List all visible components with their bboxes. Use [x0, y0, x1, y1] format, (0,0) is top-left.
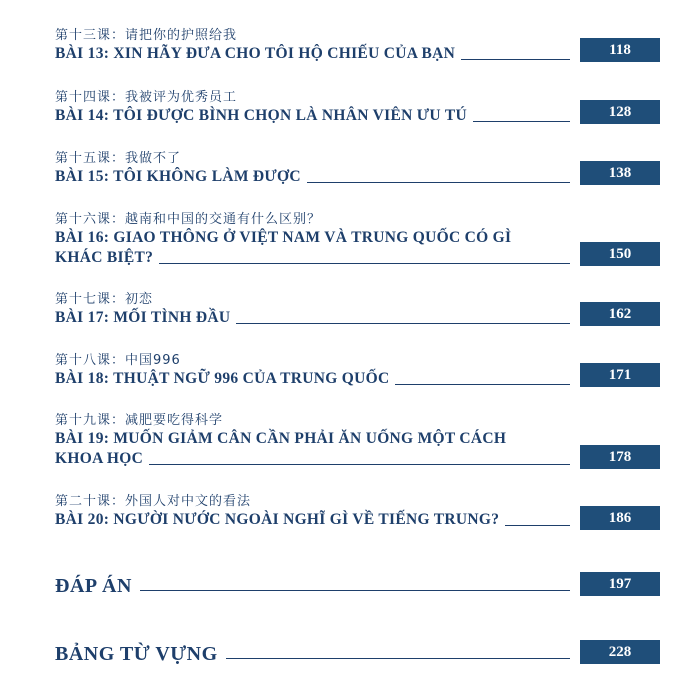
lesson-title-text: BÀI 13: XIN HÃY ĐƯA CHO TÔI HỘ CHIẾU CỦA BẠN — [55, 45, 456, 62]
page-number-badge: 138 — [580, 161, 660, 185]
lesson-title-text: BÀI 20: NGƯỜI NƯỚC NGOÀI NGHĨ GÌ VỀ TIẾNG TRUNG? — [55, 511, 500, 528]
page-number-badge: 171 — [580, 363, 660, 387]
page-number-badge: 178 — [580, 445, 660, 469]
lesson-title-chinese: 第十六课：越南和中国的交通有什么区别？ — [55, 212, 322, 227]
lesson-title-chinese: 第十四课：我被评为优秀员工 — [55, 90, 238, 105]
lesson-title-vietnamese — [55, 308, 570, 328]
lesson-title-text-line-1: BÀI 19: MUỐN GIẢM CÂN CẦN PHẢI ĂN UỐNG MỘT CÁCH — [55, 430, 507, 447]
lesson-title-vietnamese — [55, 106, 570, 126]
lesson-title-text: BÀI 17: MỐI TÌNH ĐẦU — [55, 309, 231, 326]
lesson-title-chinese: 第十七课：初恋 — [55, 292, 154, 307]
lesson-title-text-line-2: KHOA HỌC — [55, 450, 144, 467]
dot-leader — [226, 658, 570, 659]
section-title-text: ĐÁP ÁN — [55, 575, 132, 597]
page-number-badge: 150 — [580, 242, 660, 266]
dot-leader — [505, 525, 570, 526]
section-title — [55, 570, 570, 596]
toc-entry-lesson-14[interactable] — [55, 90, 660, 126]
dot-leader — [395, 384, 570, 385]
dot-leader — [140, 590, 570, 591]
lesson-title-vietnamese — [55, 510, 570, 530]
section-title-text: BẢNG TỪ VỰNG — [55, 643, 218, 665]
page-number-badge: 118 — [580, 38, 660, 62]
lesson-title-chinese: 第十九课：减肥要吃得科学 — [55, 413, 224, 428]
lesson-title-text: BÀI 18: THUẬT NGỮ 996 CỦA TRUNG QUỐC — [55, 370, 390, 387]
lesson-title-chinese: 第十三课：请把你的护照给我 — [55, 28, 238, 43]
lesson-title-text: BÀI 14: TÔI ĐƯỢC BÌNH CHỌN LÀ NHÂN VIÊN ƯU TÚ — [55, 107, 467, 124]
section-title — [55, 638, 570, 664]
lesson-title-chinese: 第十五课：我做不了 — [55, 151, 182, 166]
lesson-title-vietnamese — [55, 429, 570, 469]
dot-leader — [159, 263, 570, 264]
toc-entry-lesson-20[interactable] — [55, 494, 660, 530]
lesson-title-chinese: 第二十课：外国人对中文的看法 — [55, 494, 252, 509]
page-number-badge: 128 — [580, 100, 660, 124]
dot-leader — [461, 59, 570, 60]
lesson-title-chinese: 第十八课：中国996 — [55, 353, 181, 368]
dot-leader — [236, 323, 570, 324]
lesson-title-vietnamese — [55, 228, 570, 268]
lesson-title-text-line-1: BÀI 16: GIAO THÔNG Ở VIỆT NAM VÀ TRUNG QUỐC CÓ GÌ — [55, 229, 512, 246]
toc-entry-lesson-15[interactable] — [55, 151, 660, 187]
page-number-badge: 162 — [580, 302, 660, 326]
lesson-title-text: BÀI 15: TÔI KHÔNG LÀM ĐƯỢC — [55, 168, 301, 185]
lesson-title-text-line-2: KHÁC BIỆT? — [55, 249, 154, 266]
toc-entry-lesson-13[interactable] — [55, 28, 660, 64]
lesson-title-vietnamese — [55, 167, 570, 187]
toc-entry-glossary[interactable] — [55, 638, 660, 664]
page-number-badge: 186 — [580, 506, 660, 530]
lesson-title-vietnamese — [55, 44, 570, 64]
dot-leader — [307, 182, 570, 183]
toc-entry-answers[interactable] — [55, 570, 660, 596]
toc-entry-lesson-16[interactable] — [55, 212, 660, 268]
page-number-badge: 228 — [580, 640, 660, 664]
page-number-badge: 197 — [580, 572, 660, 596]
dot-leader — [149, 464, 570, 465]
toc-entry-lesson-17[interactable] — [55, 292, 660, 328]
lesson-title-vietnamese — [55, 369, 570, 389]
toc-entry-lesson-18[interactable] — [55, 353, 660, 389]
dot-leader — [473, 121, 570, 122]
toc-entry-lesson-19[interactable] — [55, 413, 660, 469]
